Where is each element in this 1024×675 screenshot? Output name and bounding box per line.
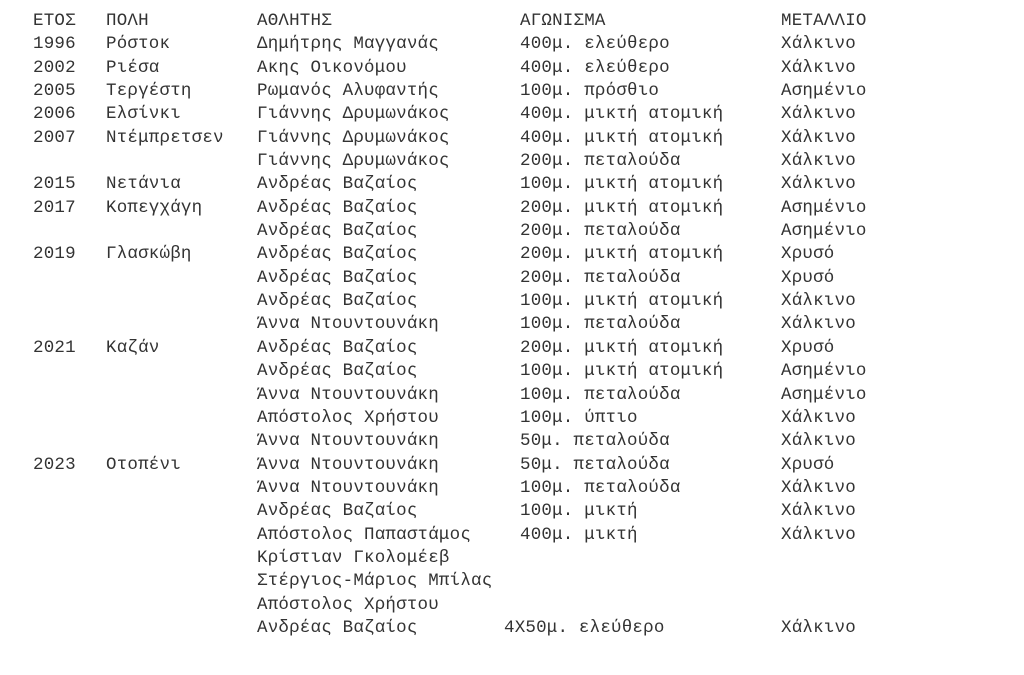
- cell-event: 100μ. πεταλούδα: [520, 384, 681, 405]
- cell-event: 400μ. μικτή ατομική: [520, 127, 724, 148]
- cell-medal: Χρυσό: [781, 337, 835, 358]
- cell-event: 200μ. μικτή ατομική: [520, 337, 724, 358]
- cell-athlete: Ανδρέας Βαζαίος: [257, 291, 418, 312]
- cell-athlete: Άννα Ντουντουνάκη: [257, 477, 439, 498]
- cell-event: 200μ. μικτή ατομική: [520, 244, 724, 265]
- cell-medal: Χρυσό: [781, 454, 835, 475]
- cell-city: Νετάνια: [106, 174, 181, 195]
- cell-medal: Χάλκινο: [781, 127, 856, 148]
- table-row: [33, 337, 1013, 360]
- table-row: [33, 617, 1013, 640]
- cell-event: 100μ. μικτή ατομική: [520, 291, 724, 312]
- cell-event: 400μ. μικτή ατομική: [520, 104, 724, 125]
- cell-year: 2006: [33, 104, 76, 125]
- header-event: ΑΓΩΝΙΣΜΑ: [520, 11, 606, 31]
- cell-year: 1996: [33, 34, 76, 55]
- table-row: [33, 407, 1013, 430]
- cell-athlete: Ανδρέας Βαζαίος: [257, 174, 418, 195]
- cell-medal: Χάλκινο: [781, 314, 856, 335]
- cell-medal: Χάλκινο: [781, 34, 856, 55]
- medal-table: [33, 10, 1013, 640]
- cell-medal: Χάλκινο: [781, 477, 856, 498]
- cell-athlete: Άννα Ντουντουνάκη: [257, 314, 439, 335]
- cell-event: 100μ. πρόσθιο: [520, 81, 660, 102]
- cell-medal: Χρυσό: [781, 267, 835, 288]
- cell-medal: Χάλκινο: [781, 617, 856, 638]
- cell-athlete: Ανδρέας Βαζαίος: [257, 244, 418, 265]
- cell-athlete: Ανδρέας Βαζαίος: [257, 501, 418, 522]
- table-row: [33, 570, 1013, 593]
- cell-year: 2017: [33, 197, 76, 218]
- cell-event: 200μ. πεταλούδα: [520, 221, 681, 242]
- table-row: [33, 57, 1013, 80]
- cell-year: 2021: [33, 337, 76, 358]
- cell-medal: Χάλκινο: [781, 501, 856, 522]
- cell-athlete: Κρίστιαν Γκολομέεβ: [257, 547, 450, 568]
- cell-athlete: Γιάννης Δρυμωνάκος: [257, 151, 450, 172]
- cell-event: 50μ. πεταλούδα: [520, 454, 670, 475]
- table-row: [33, 220, 1013, 243]
- cell-athlete: Απόστολος Χρήστου: [257, 407, 439, 428]
- cell-event: 100μ. μικτή ατομική: [520, 174, 724, 195]
- header-medal: ΜΕΤΑΛΛΙΟ: [781, 11, 867, 31]
- table-row: [33, 500, 1013, 523]
- cell-event: 100μ. πεταλούδα: [520, 477, 681, 498]
- cell-event: 200μ. πεταλούδα: [520, 151, 681, 172]
- cell-athlete: Στέργιος-Μάριος Μπίλας: [257, 571, 493, 592]
- cell-athlete: Ανδρέας Βαζαίος: [257, 221, 418, 242]
- cell-athlete: Ακης Οικονόμου: [257, 57, 407, 78]
- cell-athlete: Δημήτρης Μαγγανάς: [257, 34, 439, 55]
- cell-athlete: Γιάννης Δρυμωνάκος: [257, 127, 450, 148]
- cell-year: 2023: [33, 454, 76, 475]
- cell-year: 2015: [33, 174, 76, 195]
- cell-athlete: Ανδρέας Βαζαίος: [257, 267, 418, 288]
- cell-medal: Ασημένιο: [781, 197, 867, 218]
- table-row: [33, 313, 1013, 336]
- cell-city: Κοπεγχάγη: [106, 197, 203, 218]
- cell-year: 2007: [33, 127, 76, 148]
- cell-event: 400μ. μικτή: [520, 524, 638, 545]
- cell-event: 100μ. μικτή ατομική: [520, 361, 724, 382]
- cell-city: Γλασκώβη: [106, 244, 192, 265]
- cell-city: Καζάν: [106, 337, 160, 358]
- table-row: [33, 547, 1013, 570]
- table-row: [33, 173, 1013, 196]
- cell-athlete: Άννα Ντουντουνάκη: [257, 454, 439, 475]
- cell-athlete: Άννα Ντουντουνάκη: [257, 384, 439, 405]
- cell-city: Ρόστοκ: [106, 34, 171, 55]
- cell-athlete: Ρωμανός Αλυφαντής: [257, 81, 439, 102]
- cell-city: Ελσίνκι: [106, 104, 181, 125]
- cell-athlete: Γιάννης Δρυμωνάκος: [257, 104, 450, 125]
- table-row: [33, 384, 1013, 407]
- table-row: [33, 197, 1013, 220]
- header-year: ΕΤΟΣ: [33, 11, 76, 31]
- cell-medal: Ασημένιο: [781, 81, 867, 102]
- cell-medal: Χάλκινο: [781, 407, 856, 428]
- cell-athlete: Απόστολος Χρήστου: [257, 594, 439, 615]
- table-row: [33, 267, 1013, 290]
- cell-event: 50μ. πεταλούδα: [520, 431, 670, 452]
- cell-athlete: Ανδρέας Βαζαίος: [257, 197, 418, 218]
- cell-medal: Χάλκινο: [781, 151, 856, 172]
- cell-medal: Ασημένιο: [781, 361, 867, 382]
- cell-medal: Χάλκινο: [781, 57, 856, 78]
- cell-event: 4Χ50μ. ελεύθερο: [504, 617, 665, 638]
- table-row: [33, 454, 1013, 477]
- table-row: [33, 150, 1013, 173]
- cell-event: 100μ. ύπτιο: [520, 407, 638, 428]
- cell-event: 400μ. ελεύθερο: [520, 34, 670, 55]
- table-row: [33, 477, 1013, 500]
- table-row: [33, 243, 1013, 266]
- cell-city: Ριέσα: [106, 57, 160, 78]
- cell-event: 100μ. μικτή: [520, 501, 638, 522]
- table-row: [33, 594, 1013, 617]
- header-athlete: ΑΘΛΗΤΗΣ: [257, 11, 332, 31]
- cell-medal: Ασημένιο: [781, 221, 867, 242]
- table-row: [33, 33, 1013, 56]
- table-row: [33, 127, 1013, 150]
- cell-medal: Χάλκινο: [781, 104, 856, 125]
- table-row: [33, 80, 1013, 103]
- table-row: [33, 360, 1013, 383]
- cell-medal: Ασημένιο: [781, 384, 867, 405]
- table-row: [33, 103, 1013, 126]
- cell-city: Τεργέστη: [106, 81, 192, 102]
- cell-event: 400μ. ελεύθερο: [520, 57, 670, 78]
- cell-medal: Χάλκινο: [781, 291, 856, 312]
- cell-athlete: Ανδρέας Βαζαίος: [257, 617, 418, 638]
- cell-medal: Χάλκινο: [781, 524, 856, 545]
- cell-year: 2019: [33, 244, 76, 265]
- cell-athlete: Ανδρέας Βαζαίος: [257, 361, 418, 382]
- cell-event: 100μ. πεταλούδα: [520, 314, 681, 335]
- table-row: [33, 430, 1013, 453]
- cell-event: 200μ. πεταλούδα: [520, 267, 681, 288]
- cell-athlete: Απόστολος Παπαστάμος: [257, 524, 472, 545]
- cell-year: 2005: [33, 81, 76, 102]
- cell-athlete: Άννα Ντουντουνάκη: [257, 431, 439, 452]
- cell-event: 200μ. μικτή ατομική: [520, 197, 724, 218]
- table-body: [33, 33, 1013, 640]
- cell-year: 2002: [33, 57, 76, 78]
- header-row: [33, 10, 1013, 33]
- cell-city: Ντέμπρετσεν: [106, 127, 224, 148]
- cell-medal: Χάλκινο: [781, 431, 856, 452]
- cell-city: Οτοπένι: [106, 454, 181, 475]
- cell-athlete: Ανδρέας Βαζαίος: [257, 337, 418, 358]
- header-city: ΠΟΛΗ: [106, 11, 149, 31]
- cell-medal: Χάλκινο: [781, 174, 856, 195]
- table-row: [33, 290, 1013, 313]
- table-row: [33, 524, 1013, 547]
- cell-medal: Χρυσό: [781, 244, 835, 265]
